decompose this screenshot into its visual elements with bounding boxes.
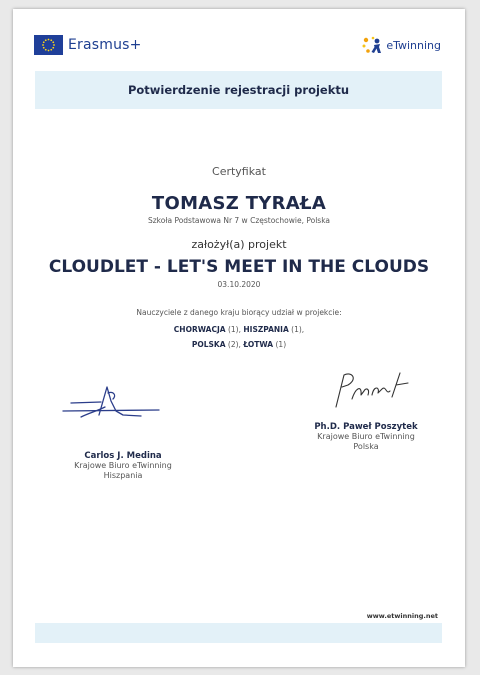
- founded-text: założył(a) projekt: [191, 238, 287, 251]
- website-link[interactable]: www.etwinning.net: [366, 612, 438, 620]
- erasmus-logo: [34, 34, 142, 56]
- countries-line-2: [13, 340, 465, 349]
- etwinning-logo: [361, 35, 441, 55]
- project-title: CLOUDLET - LET'S MEET IN THE CLOUDS: [48, 257, 430, 277]
- right-signatory-name: Ph.D. Paweł Poszytek: [314, 422, 418, 432]
- top-banner: [35, 71, 442, 109]
- etwinning-star-figure-icon: [361, 35, 383, 55]
- left-signature-image: [61, 381, 161, 426]
- erasmus-logo-text: Erasmus+: [68, 37, 142, 53]
- country-item: POLSKA (2),: [191, 340, 241, 349]
- left-signatory-country: Hiszpania: [103, 471, 143, 480]
- recipient-school: Szkoła Podstawowa Nr 7 w Częstochowie, Polska: [147, 216, 331, 225]
- certificate-label: Certyfikat: [212, 165, 266, 178]
- country-item: ŁOTWA (1): [243, 340, 287, 349]
- countries-line-1: [13, 325, 465, 334]
- left-signatory-name: Carlos J. Medina: [84, 451, 162, 461]
- right-signatory-country: Polska: [353, 442, 379, 451]
- recipient-name: TOMASZ TYRAŁA: [151, 193, 327, 214]
- bottom-banner: [35, 623, 442, 643]
- etwinning-logo-text: eTwinning: [386, 38, 441, 52]
- left-signatory-org: Krajowe Biuro eTwinning: [74, 461, 172, 470]
- right-signatory: [281, 422, 451, 452]
- eu-flag-icon: [34, 35, 63, 55]
- right-signature-image: [328, 369, 413, 411]
- project-date: 03.10.2020: [217, 280, 261, 289]
- country-item: CHORWACJA (1),: [173, 325, 241, 334]
- country-item: HISZPANIA (1),: [243, 325, 305, 334]
- left-signatory: [35, 451, 211, 481]
- right-signatory-org: Krajowe Biuro eTwinning: [317, 432, 415, 441]
- banner-title: Potwierdzenie rejestracji projektu: [127, 83, 350, 97]
- certificate-page: [13, 9, 465, 667]
- teachers-intro: Nauczyciele z danego kraju biorący udział w projekcie:: [136, 308, 342, 317]
